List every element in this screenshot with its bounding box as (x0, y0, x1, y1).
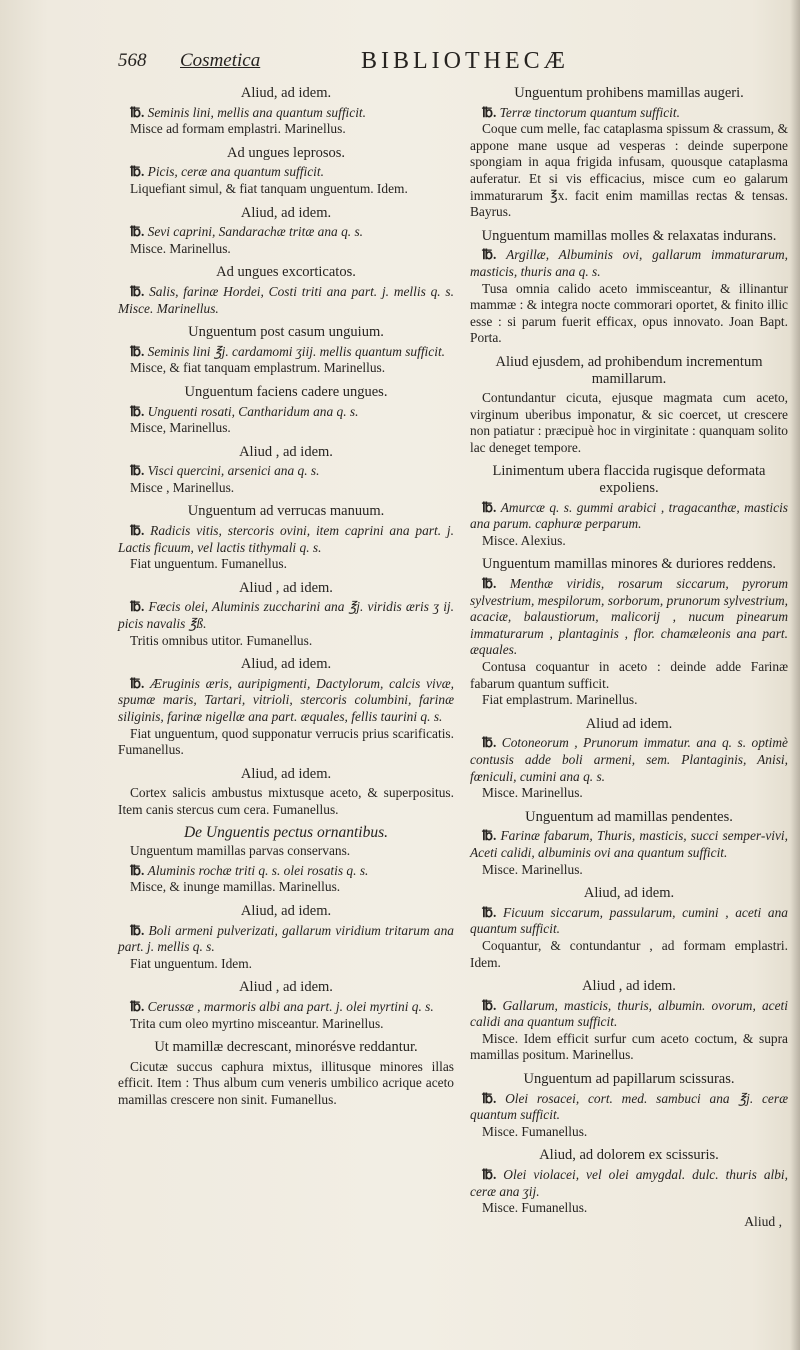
prescription-line: ℔. Gallarum, masticis, thuris, albumin. ovorum, aceti calidi ana quantum sufficit. (470, 998, 788, 1031)
prescription-line: ℔. Terræ tinctorum quantum sufficit. (470, 105, 788, 122)
prescription-line: ℔. Ficuum siccarum, passularum, cumini , aceti ana quantum sufficit. (470, 905, 788, 938)
recipe-heading: Unguentum faciens cadere ungues. (184, 383, 388, 400)
prescription-line: ℔. Boli armeni pulverizati, gallarum viridium tritarum ana part. j. mellis q. s. (118, 923, 454, 956)
instruction-text: Misce. Marinellus. (130, 240, 231, 256)
recipe-heading: Aliud, ad idem. (240, 656, 332, 673)
recipe-heading: Unguentum mamillas molles & relaxatas indurans. (481, 227, 777, 244)
recipe-heading: Aliud, ad idem. (240, 765, 332, 782)
prescription-line: ℔. Visci quercini, arsenici ana q. s. (118, 463, 454, 480)
instruction-text: Misce. Fumanellus. (482, 1200, 588, 1216)
recipe-heading: Aliud , ad idem. (582, 978, 676, 995)
prescription-line: ℔. Unguenti rosati, Cantharidum ana q. s. (118, 404, 454, 421)
instruction-text: Coque cum melle, fac cataplasma spissum & crassum, & appone mane usque ad vesperas : deinde superpone spongiam in aqua frigida infusam, quousque cataplasma auferatur. Et si vis efficacius, misce cum eo galarum immaturarum ℥x. facit enim mamillas rectas & tensas. Bayrus. (470, 121, 788, 220)
instruction-text: Fiat unguentum. Fumanellus. (130, 556, 287, 572)
prescription-line: ℔. Cerussæ , marmoris albi ana part. j. olei myrtini q. s. (118, 999, 454, 1016)
right-column (470, 78, 788, 1217)
instruction-text: Trita cum oleo myrtino misceantur. Marinellus. (130, 1015, 384, 1031)
instruction-text: Misce. Marinellus. (482, 785, 583, 801)
prescription-line: ℔. Olei violacei, vel olei amygdal. dulc. thuris albi, ceræ ana ʒij. (470, 1167, 788, 1200)
instruction-text: Misce, & inunge mamillas. Marinellus. (130, 879, 341, 895)
recipe-heading: Ut mamillæ decrescant, minorésve reddantur. (154, 1039, 418, 1056)
instruction-text: Fiat emplastrum. Marinellus. (482, 692, 638, 708)
instruction-text: Fiat unguentum, quod supponatur verrucis prius scarificatis. Fumanellus. (118, 725, 454, 758)
recipe-heading: Ad ungues excorticatos. (216, 264, 356, 281)
instruction-text: Fiat unguentum. Idem. (130, 955, 252, 971)
instruction-text: Misce. Idem efficit surfur cum aceto coctum, & supra mamillas positum. Marinellus. (470, 1030, 788, 1063)
recipe-heading: Ad ungues leprosos. (226, 144, 345, 161)
recipe-heading: Aliud ejusdem, ad prohibendum incrementum mamillarum. (495, 353, 763, 387)
section-heading: De Unguentis pectus ornantibus. (183, 823, 389, 841)
instruction-text: Coquantur, & contundantur , ad formam emplastri. Idem. (470, 937, 788, 970)
recipe-heading: Unguentum ad verrucas manuum. (187, 503, 385, 520)
left-column (118, 78, 454, 1108)
prescription-line: ℔. Radicis vitis, stercoris ovini, item caprini ana part. j. Lactis ficuum, vel lactis tithymali q. s. (118, 523, 454, 556)
section-title: Cosmetica (180, 50, 261, 71)
instruction-text: Liquefiant simul, & fiat tanquam unguentum. Idem. (130, 180, 408, 196)
catchword: Aliud , (744, 1214, 782, 1229)
instruction-text: Tusa omnia calido aceto immisceantur, & illinantur mammæ : & integra nocte commorari oportet, & finito illic esse : si parum fuerit efficax, opus innovato. Joan Bapt. Porta. (470, 280, 788, 346)
recipe-heading: Aliud, ad idem. (583, 885, 675, 902)
recipe-heading: Unguentum prohibens mamillas augeri. (514, 85, 744, 101)
instruction-text: Misce. Fumanellus. (482, 1123, 588, 1139)
recipe-heading: Aliud , ad idem. (239, 443, 333, 460)
recipe-heading: Aliud, ad idem. (240, 204, 332, 221)
instruction-text: Cicutæ succus caphura mixtus, illitusque minores illas efficit. Item : Thus album cum veneris umbilico acrique aceto mamillas crescere non sinit. Fumanellus. (118, 1058, 454, 1107)
recipe-heading: Aliud , ad idem. (239, 579, 333, 596)
instruction-text: Tritis omnibus utitor. Fumanellus. (130, 632, 313, 648)
instruction-text: Contundantur cicuta, ejusque magmata cum aceto, virginum uberibus imponatur, & sic coercet, ut crescere non patiatur : præcipuè hoc in virginitate : quanquam solito lac deneget tempore. (470, 390, 788, 455)
prescription-line: ℔. Olei rosacei, cort. med. sambuci ana ℥j. ceræ quantum sufficit. (470, 1091, 788, 1124)
prescription-line: ℔. Fæcis olei, Aluminis zuccharini ana ℥j. viridis æris ʒ ij. picis navalis ℥ß. (118, 599, 454, 632)
recipe-heading: Unguentum mamillas minores & duriores reddens. (482, 556, 776, 573)
recipe-heading: Unguentum ad mamillas pendentes. (525, 808, 733, 825)
recipe-heading: Unguentum ad papillarum scissuras. (523, 1071, 735, 1088)
recipe-heading: Aliud, ad idem. (240, 85, 332, 101)
recipe-heading: Aliud , ad idem. (239, 979, 333, 996)
prescription-line: ℔. Seminis lini ℥j. cardamomi ʒiij. mellis quantum sufficit. (118, 344, 454, 361)
page-number: 568 (118, 50, 147, 71)
running-title: BIBLIOTHECÆ (361, 48, 569, 74)
recipe-heading: Aliud ad idem. (585, 715, 673, 732)
instruction-text: Cortex salicis ambustus mixtusque aceto, & superpositus. Item canis stercus cum cera. Fumanellus. (118, 785, 454, 817)
instruction-text: Misce ad formam emplastri. Marinellus. (130, 121, 346, 137)
prescription-line: ℔. Æruginis æris, auripigmenti, Dactylorum, calcis vivæ, spumæ maris, Tartari, vitrioli, stercoris columbini, farinæ siliginis, farinæ nigellæ ana part. æquales, fellis taurini q. s. (118, 676, 454, 726)
recipe-heading: Linimentum ubera flaccida rugisque deformata expoliens. (492, 463, 766, 497)
prescription-line: ℔. Argillæ, Albuminis ovi, gallarum immaturarum, masticis, thuris ana q. s. (470, 247, 788, 280)
prescription-line: ℔. Seminis lini, mellis ana quantum sufficit. (118, 105, 454, 122)
prescription-line: ℔. Salis, farinæ Hordei, Costi triti ana part. j. mellis q. s. Misce. Marinellus. (118, 284, 454, 317)
instruction-text: Misce , Marinellus. (130, 479, 235, 495)
prescription-line: ℔. Cotoneorum , Prunorum immatur. ana q. s. optimè contusis adde boli armeni, sem. Plantaginis, Anisi, fœniculi, cumini ana q. s. (470, 735, 788, 785)
instruction-text: Misce, & fiat tanquam emplastrum. Marinellus. (130, 360, 386, 376)
recipe-heading: Aliud, ad idem. (240, 902, 332, 919)
prescription-line: ℔. Aluminis rochæ triti q. s. olei rosatis q. s. (118, 863, 454, 880)
recipe-heading: Unguentum post casum unguium. (188, 324, 384, 341)
instruction-text: Misce, Marinellus. (130, 420, 231, 436)
running-header (118, 48, 760, 76)
instruction-text: Unguentum mamillas parvas conservans. (130, 843, 351, 859)
prescription-line: ℔. Menthæ viridis, rosarum siccarum, pyrorum sylvestrium, mespilorum, sorborum, prunorum sylvestrium, acaciæ, balaustiorum, malicorij , nucum pinearum immaturarum , plantaginis , flor. chamæleonis ana part. æquales. (470, 576, 788, 659)
page-edge-shadow (790, 0, 800, 1350)
prescription-line: ℔. Picis, ceræ ana quantum sufficit. (118, 164, 454, 181)
recipe-heading: Aliud, ad dolorem ex scissuris. (539, 1147, 719, 1164)
instruction-text: Misce. Alexius. (482, 532, 566, 548)
prescription-line: ℔. Amurcæ q. s. gummi arabici , tragacanthæ, masticis ana parum. caphuræ perparum. (470, 500, 788, 533)
prescription-line: ℔. Farinæ fabarum, Thuris, masticis, succi semper-vivi, Aceti calidi, albuminis ovi ana quantum sufficit. (470, 828, 788, 861)
prescription-line: ℔. Sevi caprini, Sandarachæ tritæ ana q. s. (118, 224, 454, 241)
instruction-text: Misce. Marinellus. (482, 861, 583, 877)
instruction-text: Contusa coquantur in aceto : deinde adde Farinæ fabarum quantum sufficit. (470, 659, 788, 691)
